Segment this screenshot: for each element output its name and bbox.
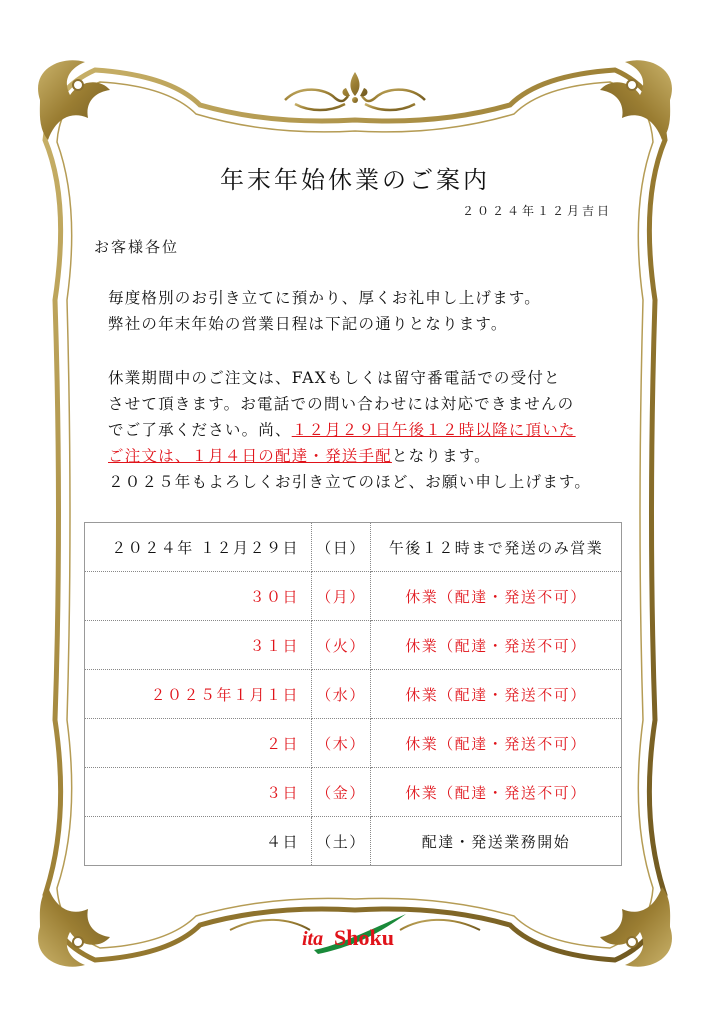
order-line-3-highlight: １２月２９日午後１２時以降に頂いた (291, 421, 576, 439)
order-line-4-highlight: ご注文は、１月４日の配達・発送手配 (108, 447, 392, 465)
schedule-date: ３０日 (85, 572, 312, 621)
order-line-3-plain: でご了承ください。尚、 (108, 421, 292, 439)
schedule-day: （木） (312, 719, 371, 768)
table-row (85, 523, 622, 572)
schedule-status: 休業（配達・発送不可） (371, 621, 622, 670)
table-row (85, 817, 622, 866)
schedule-date: ２０２４年 １２月２９日 (85, 523, 312, 572)
notice-date: ２０２４年１２月吉日 (461, 204, 612, 218)
itashoku-logo (296, 910, 416, 960)
schedule-day: （金） (312, 768, 371, 817)
schedule-status: 配達・発送業務開始 (371, 817, 622, 866)
table-row (85, 719, 622, 768)
schedule-status: 休業（配達・発送不可） (371, 768, 622, 817)
order-line-4 (108, 443, 591, 469)
greeting-paragraph (108, 285, 541, 337)
fleur-de-lis-icon (343, 72, 368, 96)
order-notice-paragraph (108, 365, 591, 495)
order-line-5: ２０２５年もよろしくお引き立てのほど、お願い申し上げます。 (108, 473, 592, 491)
logo-text-ita: ita (302, 928, 324, 950)
order-line-2: させて頂きます。お電話での問い合わせには対応できませんの (108, 395, 575, 413)
greeting-line-2: 弊社の年末年始の営業日程は下記の通りとなります。 (108, 315, 508, 333)
logo-text-shoku: Shoku (334, 925, 394, 950)
table-row (85, 572, 622, 621)
table-row (85, 768, 622, 817)
order-line-3 (108, 417, 591, 443)
table-row (85, 670, 622, 719)
schedule-day: （水） (312, 670, 371, 719)
schedule-date: ４日 (85, 817, 312, 866)
order-line-4-plain: となります。 (391, 447, 491, 465)
schedule-status: 午後１２時まで発送のみ営業 (371, 523, 622, 572)
greeting-line-1: 毎度格別のお引き立てに預かり、厚くお礼申し上げます。 (108, 289, 541, 307)
schedule-day: （火） (312, 621, 371, 670)
schedule-day: （日） (312, 523, 371, 572)
schedule-date: ２日 (85, 719, 312, 768)
order-line-1: 休業期間中のご注文は、FAXもしくは留守番電話での受付と (108, 369, 561, 387)
schedule-date: ３日 (85, 768, 312, 817)
schedule-day: （月） (312, 572, 371, 621)
schedule-status: 休業（配達・発送不可） (371, 572, 622, 621)
notice-title: 年末年始休業のご案内 (220, 166, 490, 194)
schedule-date: ２０２５年１月１日 (85, 670, 312, 719)
schedule-day: （土） (312, 817, 371, 866)
holiday-schedule-table (84, 522, 622, 866)
salutation: お客様各位 (94, 238, 180, 256)
schedule-date: ３１日 (85, 621, 312, 670)
schedule-status: 休業（配達・発送不可） (371, 719, 622, 768)
table-row (85, 621, 622, 670)
schedule-status: 休業（配達・発送不可） (371, 670, 622, 719)
corner-ornament-bottom-right (600, 887, 672, 967)
corner-ornament-bottom-left (38, 887, 110, 967)
